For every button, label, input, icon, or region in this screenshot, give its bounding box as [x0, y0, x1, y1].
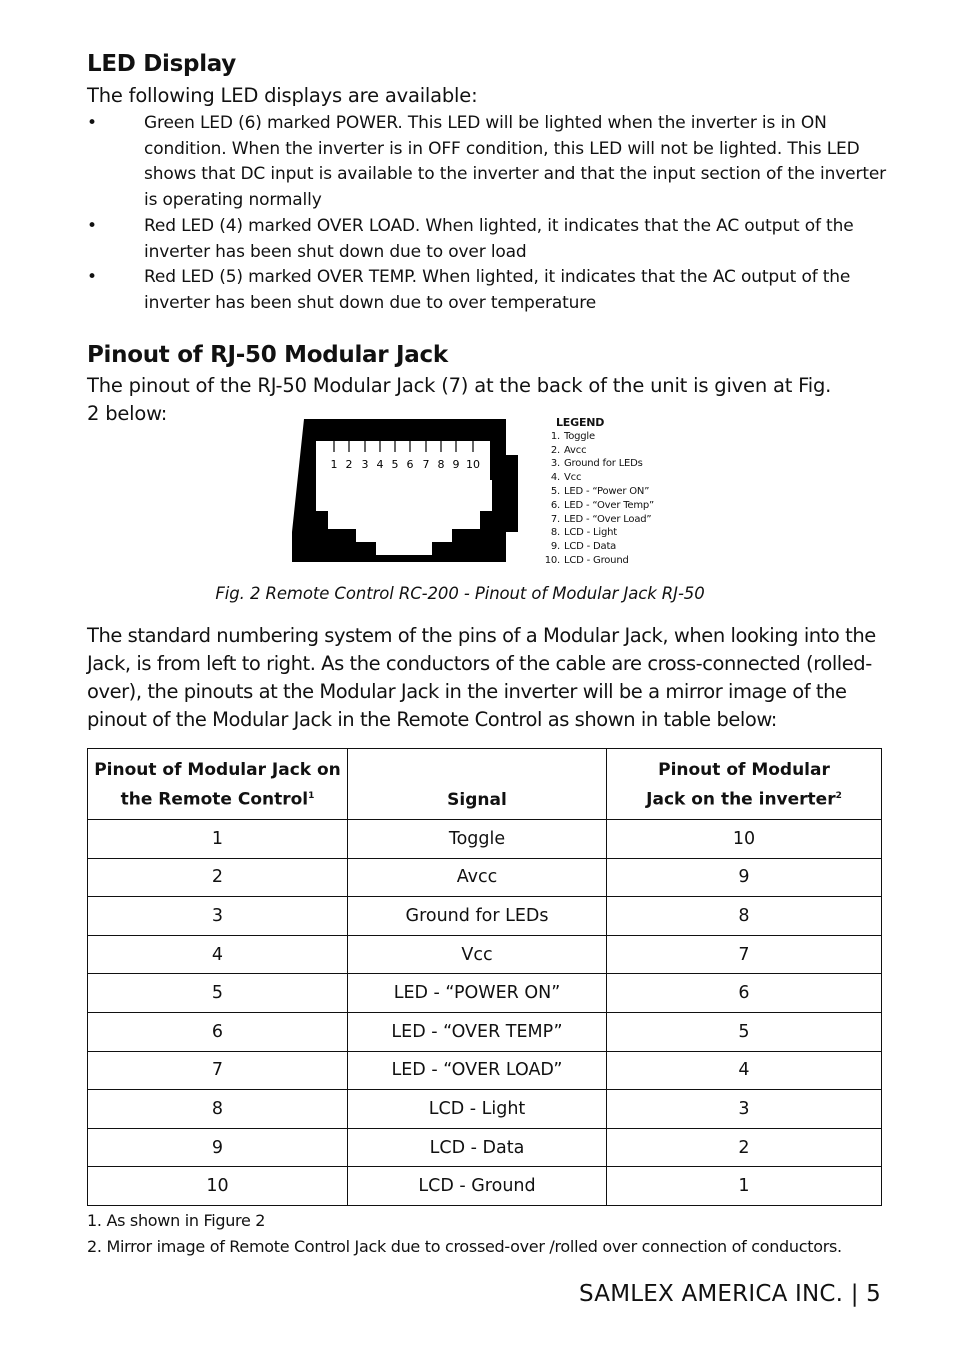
- table-cell: Vcc: [348, 935, 607, 974]
- legend-item: [536, 540, 654, 554]
- bullet-symbol: •: [87, 215, 97, 236]
- table-cell: 4: [88, 935, 348, 974]
- legend-item: [536, 471, 654, 485]
- pin-label: 8: [437, 458, 445, 471]
- header-text: Pinout of Modular Jack on: [94, 760, 341, 781]
- led-bullet-list: [87, 111, 887, 317]
- list-item: [87, 111, 887, 214]
- table-cell: 3: [88, 897, 348, 936]
- table-cell: LCD - Light: [348, 1090, 607, 1129]
- list-item: [87, 265, 887, 316]
- table-cell: 7: [88, 1051, 348, 1090]
- table-cell: LCD - Data: [348, 1128, 607, 1167]
- pin-label: 6: [406, 458, 414, 471]
- bullet-symbol: •: [87, 113, 97, 133]
- legend-item: [536, 457, 654, 471]
- bullet-text: Red LED (4) marked OVER LOAD. When lighted, it indicates that the AC output of the inverter has been shut down due to over load: [144, 215, 854, 262]
- footnote-ref: 1: [308, 791, 315, 802]
- led-display-heading: LED Display: [87, 51, 236, 77]
- table-cell: 4: [607, 1051, 882, 1090]
- table-row: [88, 820, 882, 859]
- header-text: Jack on the inverter: [646, 790, 836, 810]
- table-cell: 6: [607, 974, 882, 1013]
- pin-label: 2: [345, 458, 353, 471]
- legend-item: [536, 485, 654, 499]
- rj50-jack-diagram: [292, 419, 518, 569]
- table-cell: 9: [607, 858, 882, 897]
- table-cell: LED - “OVER TEMP”: [348, 1012, 607, 1051]
- legend-label: Toggle: [564, 430, 595, 442]
- table-cell: Avcc: [348, 858, 607, 897]
- pin-ticks: [334, 441, 473, 452]
- table-cell: 10: [88, 1167, 348, 1206]
- legend-item: [536, 499, 654, 513]
- table-cell: LCD - Ground: [348, 1167, 607, 1206]
- pin-labels: [331, 458, 481, 471]
- legend-label: Avcc: [564, 444, 587, 456]
- pinout-intro-line2: 2 below:: [87, 402, 168, 425]
- table-row: [88, 1128, 882, 1167]
- legend-number: 3.: [550, 458, 560, 470]
- legend-item: [536, 513, 654, 527]
- table-row: [88, 897, 882, 936]
- legend-number: 4.: [550, 472, 560, 484]
- table-row: [88, 1090, 882, 1129]
- pinout-intro-line1: The pinout of the RJ-50 Modular Jack (7) at the back of the unit is given at Fig.: [87, 374, 832, 397]
- pin-label: 10: [466, 458, 480, 471]
- table-row: [88, 1167, 882, 1206]
- legend-label: LCD - Light: [564, 527, 617, 539]
- pin-label: 4: [376, 458, 384, 471]
- table-cell: 9: [88, 1128, 348, 1167]
- table-cell: 7: [607, 935, 882, 974]
- legend-item: [536, 526, 654, 540]
- legend-label: LCD - Ground: [564, 554, 629, 566]
- figure-caption-text: Fig. 2 Remote Control RC-200 - Pinout of Modular Jack RJ-50: [215, 584, 705, 603]
- table-cell: Toggle: [348, 820, 607, 859]
- bullet-text: Red LED (5) marked OVER TEMP. When lighted, it indicates that the AC output of the inverter has been shut down due to over temperature: [144, 267, 851, 313]
- legend-number: 9.: [550, 541, 560, 553]
- table-cell: 10: [607, 820, 882, 859]
- header-text: the Remote Control: [120, 790, 309, 810]
- pin-label: 7: [422, 458, 430, 471]
- legend-label: LCD - Data: [564, 541, 617, 553]
- legend-number: 5.: [550, 485, 560, 497]
- footnote-1: 1. As shown in Figure 2: [87, 1211, 266, 1230]
- jack-outline: [292, 419, 518, 562]
- led-display-intro: The following LED displays are available:: [87, 84, 478, 107]
- legend-label: Ground for LEDs: [564, 458, 643, 470]
- table-cell: 8: [607, 897, 882, 936]
- table-cell: LED - “OVER LOAD”: [348, 1051, 607, 1090]
- legend-number: 2.: [550, 444, 560, 456]
- table-cell: 3: [607, 1090, 882, 1129]
- table-row: [88, 1012, 882, 1051]
- legend-label: Vcc: [564, 472, 582, 484]
- body-paragraph: The standard numbering system of the pins of a Modular Jack, when looking into the Jack, is from left to right. As the conductors of the cable are cross-connected (rolled-over), the pinouts at the Modular Jack in the inverter will be a mirror image of the pinout of the Modular Jack in the Remote Control as shown in table below:: [87, 624, 876, 731]
- table-cell: LED - “POWER ON”: [348, 974, 607, 1013]
- table-row: [88, 1051, 882, 1090]
- legend-number: 6.: [550, 499, 560, 511]
- legend-number: 7.: [550, 513, 560, 525]
- table-row: [88, 974, 882, 1013]
- pin-label: 1: [330, 458, 338, 471]
- table-header-signal: [348, 749, 607, 820]
- pin-label: 9: [452, 458, 460, 471]
- figure-caption: [0, 584, 954, 603]
- header-text: Signal: [447, 790, 507, 810]
- legend-title: LEGEND: [556, 416, 605, 429]
- table-cell: 5: [88, 974, 348, 1013]
- table-header-remote: [88, 749, 348, 820]
- figure-legend: [536, 416, 654, 568]
- legend-item: [536, 430, 654, 444]
- legend-item: [536, 444, 654, 458]
- bullet-symbol: •: [87, 267, 97, 288]
- header-text: Pinout of Modular: [658, 760, 830, 781]
- table-cell: 1: [88, 820, 348, 859]
- legend-label: LED - “Over Temp”: [564, 499, 655, 511]
- bullet-text: Green LED (6) marked POWER. This LED will be lighted when the inverter is in ON condition. When the inverter is in OFF condition, this LED will not be lighted. This LED shows that DC input is available to the inverter and that the input section of the inverter is operating normally: [144, 113, 886, 211]
- footnote-2: 2. Mirror image of Remote Control Jack due to crossed-over /rolled over connection of conductors.: [87, 1237, 842, 1256]
- pinout-table: [87, 748, 882, 1206]
- legend-number: 1.: [550, 430, 560, 442]
- legend-label: LED - “Over Load”: [564, 513, 652, 525]
- table-cell: Ground for LEDs: [348, 897, 607, 936]
- table-cell: 2: [88, 858, 348, 897]
- table-row: [88, 858, 882, 897]
- table-row: [88, 935, 882, 974]
- table-header-row: [88, 749, 882, 820]
- pin-label: 5: [391, 458, 399, 471]
- footnote-ref: 2: [835, 791, 842, 802]
- table-cell: 2: [607, 1128, 882, 1167]
- pinout-heading: Pinout of RJ-50 Modular Jack: [87, 342, 448, 368]
- table-cell: 1: [607, 1167, 882, 1206]
- legend-label: LED - “Power ON”: [564, 485, 650, 497]
- list-item: [87, 214, 887, 265]
- page-footer: SAMLEX AMERICA INC. | 5: [579, 1281, 881, 1307]
- table-cell: 8: [88, 1090, 348, 1129]
- legend-number: 8.: [550, 527, 560, 539]
- table-header-inverter: [607, 749, 882, 820]
- legend-item: [536, 554, 654, 568]
- pin-label: 3: [361, 458, 369, 471]
- legend-number: 10.: [544, 554, 560, 566]
- table-cell: 5: [607, 1012, 882, 1051]
- table-cell: 6: [88, 1012, 348, 1051]
